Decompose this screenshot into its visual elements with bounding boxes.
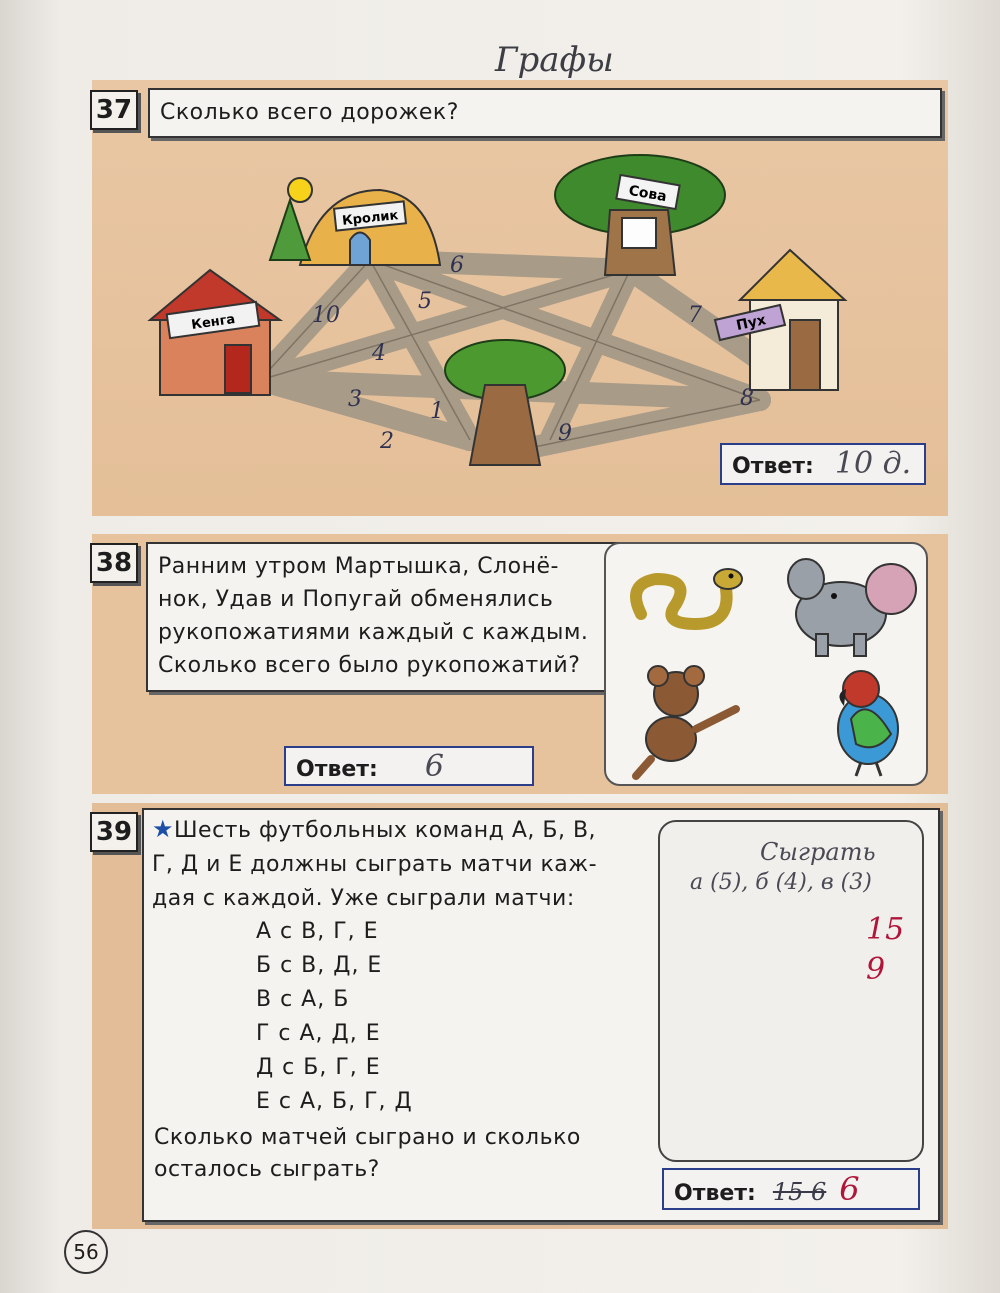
- handwritten-title: Графы: [495, 40, 614, 80]
- task39-pair-d: Д с Б, Г, Е: [256, 1055, 381, 1080]
- parrot-icon: [838, 671, 898, 776]
- star-icon: ★: [152, 815, 175, 843]
- task39-number: 39: [90, 812, 138, 852]
- sign-krolik: Кролик: [341, 208, 400, 229]
- path-mark-1: 1: [430, 399, 444, 424]
- task38-animals-panel: [604, 542, 928, 786]
- notes-red-1: 15: [866, 912, 905, 947]
- task39-pair-a: А с В, Г, Е: [256, 919, 379, 944]
- sova-tree: [555, 155, 725, 275]
- task38-answer-label: Ответ:: [296, 757, 378, 782]
- task38-number: 38: [90, 543, 138, 583]
- task37-answer-label: Ответ:: [732, 454, 814, 479]
- task39-intro-3: дая с каждой. Уже сыграли матчи:: [152, 886, 575, 911]
- task39-pair-g: Г с А, Д, Е: [256, 1021, 381, 1046]
- task39-intro-1: Шесть футбольных команд А, Б, В,: [174, 818, 597, 843]
- task37-number: 37: [90, 90, 138, 130]
- path-mark-8: 8: [740, 386, 754, 411]
- notes-line-1: Сыграть: [760, 838, 876, 866]
- pukh-house: [715, 250, 845, 390]
- notes-red-2: 9: [866, 952, 886, 987]
- snake-icon: [636, 569, 742, 624]
- kenga-house: [150, 270, 280, 395]
- task39-question-1: Сколько матчей сыграно и сколько: [154, 1125, 581, 1150]
- task38-answer-box[interactable]: [284, 746, 534, 786]
- task39-answer-box[interactable]: [662, 1168, 920, 1210]
- sign-kenga: Кенга: [190, 311, 237, 333]
- task37-answer-value: 10 д.: [834, 446, 912, 481]
- path-mark-10: 10: [312, 303, 340, 328]
- task39-intro: [152, 812, 597, 916]
- task37-question: Сколько всего дорожек?: [148, 88, 942, 138]
- task39-question-2: осталось сыграть?: [154, 1157, 380, 1182]
- task38-answer-value: 6: [424, 749, 444, 784]
- elephant-icon: [788, 559, 916, 656]
- monkey-icon: [636, 666, 736, 776]
- task39-question-text: [154, 1122, 581, 1186]
- path-mark-2: 2: [380, 429, 394, 454]
- task38-line-2: нок, Удав и Попугай обменялись: [158, 587, 554, 612]
- task39-pair-b: Б с В, Д, Е: [256, 953, 383, 978]
- task38-line-1: Ранним утром Мартышка, Слонё-: [158, 554, 559, 579]
- krolik-house: [270, 178, 440, 265]
- task37-path-scene: [140, 150, 870, 480]
- task39-pair-e: Е с А, Б, Г, Д: [256, 1089, 413, 1114]
- path-mark-6: 6: [450, 253, 464, 278]
- task39-answer-value: 6: [839, 1170, 860, 1208]
- sign-pukh: Пух: [734, 312, 768, 335]
- task38-question: [146, 542, 620, 692]
- task38-line-3: рукопожатиями каждый с каждым.: [158, 620, 589, 645]
- sign-sova: Сова: [627, 182, 668, 206]
- page-number: 56: [64, 1230, 108, 1274]
- path-mark-9: 9: [558, 421, 572, 446]
- task37-answer-box[interactable]: [720, 443, 926, 485]
- path-mark-7: 7: [688, 303, 702, 328]
- task39-answer-label: Ответ:: [674, 1181, 756, 1206]
- path-mark-5: 5: [418, 289, 432, 314]
- notes-line-2: а (5), б (4), в (3): [690, 870, 872, 895]
- path-mark-4: 4: [372, 341, 386, 366]
- path-mark-3: 3: [348, 387, 362, 412]
- task39-intro-2: Г, Д и Е должны сыграть матчи каж-: [152, 852, 598, 877]
- task39-pair-v: В с А, Б: [256, 987, 350, 1012]
- task39-answer-crossed: 15 6: [772, 1178, 827, 1206]
- task38-line-4: Сколько всего было рукопожатий?: [158, 653, 581, 678]
